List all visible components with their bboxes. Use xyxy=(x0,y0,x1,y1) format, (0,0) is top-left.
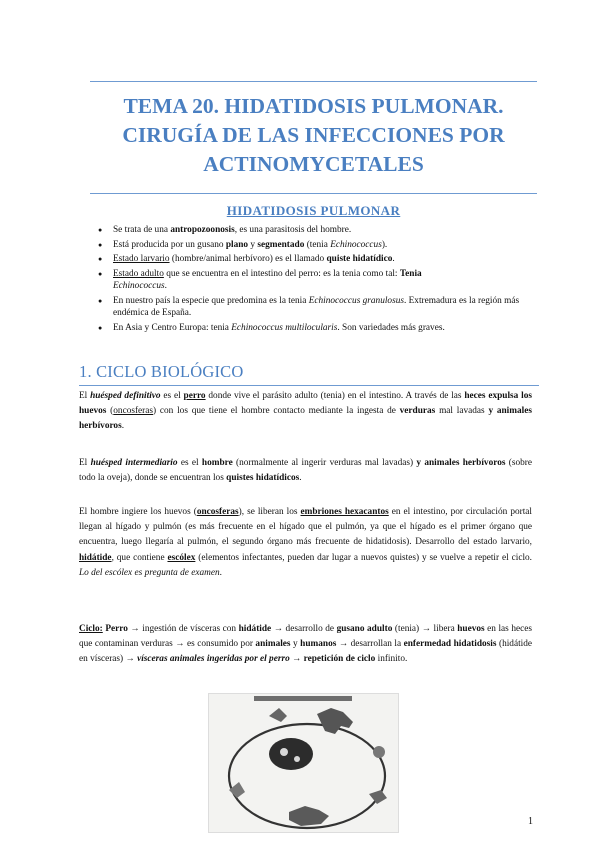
page-number: 1 xyxy=(528,816,533,827)
paragraph-huesped-definitivo: El huésped definitivo es el perro donde vive el parásito adulto (tenia) en el intestino. A través de las heces expulsa los huevos (oncosferas) con los que tiene el hombre contacto mediante la ingesta de verduras mal lavadas y animales herbívoros. xyxy=(79,391,532,432)
life-cycle-diagram-icon xyxy=(208,693,399,833)
intro-bullet-list xyxy=(98,224,538,336)
egg-icon xyxy=(373,746,385,758)
paragraph-desarrollo: El hombre ingiere los huevos (oncosferas), se liberan los embriones hexacantos en el intestino, por circulación portal llegan al hígado y pulmón (es más frecuente en el hígado que el pulmón, ya que el hígado es el primer órgano que encuentra, luego llegaría al pulmón, el segundo órgano más frecuente de hidatidosis). Desarrollo del estado larvario, hidátide, que contiene escólex (elementos infectantes, pueden dar lugar a nuevos quistes) y se vuelve a repetir el ciclo. Lo del escólex es pregunta de examen. xyxy=(79,507,533,578)
list-item: ● Está producida por un gusano plano y segmentado (tenia Echinococcus). xyxy=(98,239,538,251)
section-rule xyxy=(79,385,539,386)
list-item: ● En nuestro país la especie que predomina es la tenia Echinococcus granulosus. Extremadura es la región más endémica de España. xyxy=(98,295,538,320)
title-line-1: TEMA 20. HIDATIDOSIS PULMONAR. xyxy=(123,94,504,118)
title-bottom-rule xyxy=(90,193,537,194)
list-item: ● En Asia y Centro Europa: tenia Echinococcus multilocularis. Son variedades más graves. xyxy=(98,322,538,334)
list-item: ● Estado adulto que se encuentra en el intestino del perro: es la tenia como tal: Tenia Echinococcus. xyxy=(98,268,538,293)
page-title xyxy=(80,92,547,179)
list-item: ● Estado larvario (hombre/animal herbívoro) es el llamado quiste hidatídico. xyxy=(98,253,538,265)
title-line-3: ACTINOMYCETALES xyxy=(203,152,424,176)
paragraph-huesped-intermediario: El huésped intermediario es el hombre (normalmente al ingerir verduras mal lavadas) y animales herbívoros (sobre todo la oveja), donde se encuentran los quistes hidatídicos. xyxy=(79,458,533,484)
title-line-2: CIRUGÍA DE LAS INFECCIONES POR xyxy=(122,123,505,147)
section-subtitle: HIDATIDOSIS PULMONAR xyxy=(226,203,401,218)
figure-caption-bar xyxy=(254,696,352,701)
list-item: ● Se trata de una antropozoonosis, es una parasitosis del hombre. xyxy=(98,224,538,236)
life-cycle-diagram-drawing xyxy=(209,694,398,832)
top-rule xyxy=(90,81,537,82)
section-heading-ciclo: 1. CICLO BIOLÓGICO xyxy=(79,362,244,381)
paragraph-ciclo-resumen: Ciclo: Perro → ingestión de vísceras con hidátide → desarrollo de gusano adulto (tenia) → libera huevos en las heces que contaminan verduras → es consumido por animales y humanos → desarrollan la enfermedad hidatidosis (hidátide en vísceras) → vísceras animales ingeridas por el perro → repetición de ciclo infinito. xyxy=(79,624,533,665)
liver-with-cysts-icon xyxy=(269,738,313,770)
